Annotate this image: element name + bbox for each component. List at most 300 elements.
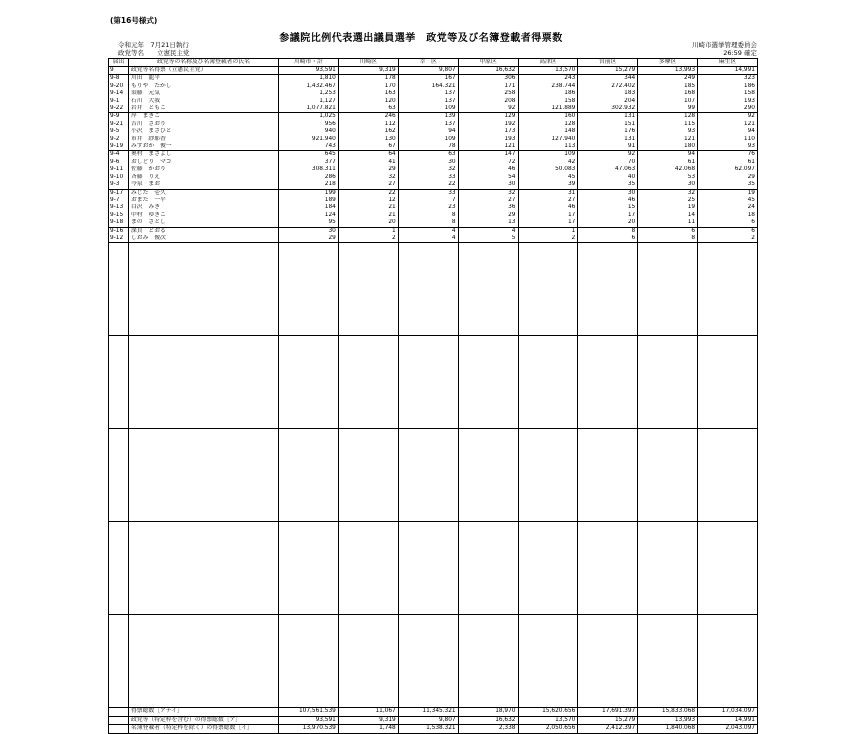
candidate-row <box>109 212 758 219</box>
candidate-name: 岩井 ともこ <box>129 105 279 113</box>
candidate-row <box>109 75 758 83</box>
total-row <box>109 716 758 724</box>
candidate-name: 岸 まきこ <box>129 113 279 121</box>
vote-count: 120 <box>338 98 398 105</box>
vote-count: 16,632 <box>458 67 518 75</box>
empty-cell <box>338 336 398 429</box>
vote-count: 30 <box>578 189 638 197</box>
committee-name: 川崎市選挙管理委員会 <box>692 41 757 49</box>
vote-count: 6 <box>578 235 638 243</box>
empty-cell <box>109 615 129 708</box>
empty-cell <box>698 522 758 615</box>
vote-count: 171 <box>458 83 518 90</box>
vote-count: 30 <box>458 181 518 189</box>
candidate-name: 佐藤 かおり <box>129 166 279 173</box>
total-value: 11,067 <box>338 708 398 716</box>
candidate-name: 吉川 さおり <box>129 121 279 128</box>
candidate-row <box>109 235 758 243</box>
vote-count: 27 <box>338 181 398 189</box>
vote-count: 6 <box>698 219 758 227</box>
empty-cell <box>518 429 578 522</box>
empty-cell <box>698 243 758 336</box>
candidate-row <box>109 83 758 90</box>
total-value: 9,319 <box>338 716 398 724</box>
vote-count: 186 <box>698 83 758 90</box>
vote-count: 243 <box>518 75 578 83</box>
document-title: 参議院比例代表選出議員選挙 政党等及び名簿登載者得票数 <box>279 33 563 44</box>
vote-count: 199 <box>279 189 339 197</box>
empty-cell <box>129 243 279 336</box>
vote-count: 112 <box>338 121 398 128</box>
vote-count: 148 <box>518 128 578 135</box>
candidate-name: しおみ 俊次 <box>129 235 279 243</box>
empty-cell <box>518 336 578 429</box>
vote-count: 160 <box>518 113 578 121</box>
vote-count: 173 <box>458 128 518 135</box>
candidate-number: 9-9 <box>109 113 129 121</box>
vote-count: 19 <box>698 189 758 197</box>
empty-cell <box>109 429 129 522</box>
vote-count: 4 <box>398 235 458 243</box>
candidate-number: 9-4 <box>109 151 129 159</box>
empty-cell <box>698 615 758 708</box>
empty-cell <box>638 429 698 522</box>
vote-count: 30 <box>398 159 458 166</box>
vote-count: 21 <box>338 212 398 219</box>
vote-count: 27 <box>458 197 518 204</box>
vote-count: 128 <box>638 113 698 121</box>
vote-count: 645 <box>279 151 339 159</box>
candidate-row <box>109 151 758 159</box>
vote-count: 15 <box>578 204 638 211</box>
vote-count: 218 <box>279 181 339 189</box>
total-value: 1,538.321 <box>398 725 458 733</box>
empty-cell <box>398 336 458 429</box>
party-total-row <box>109 67 758 75</box>
vote-count: 1,025 <box>279 113 339 121</box>
vote-count: 158 <box>698 90 758 97</box>
candidate-name: みじた 壱久 <box>129 189 279 197</box>
vote-count: 921.940 <box>279 136 339 143</box>
vote-count: 272.402 <box>578 83 638 90</box>
empty-cell <box>338 615 398 708</box>
candidate-number: 9-22 <box>109 105 129 113</box>
vote-count: 189 <box>279 197 339 204</box>
empty-cell <box>109 336 129 429</box>
vote-count: 1,810 <box>279 75 339 83</box>
vote-count: 137 <box>398 121 458 128</box>
vote-count: 185 <box>638 83 698 90</box>
empty-cell <box>129 615 279 708</box>
vote-count: 17 <box>518 212 578 219</box>
vote-count: 32 <box>638 189 698 197</box>
vote-count: 35 <box>698 181 758 189</box>
candidate-name: 小沢 まさひと <box>129 128 279 135</box>
vote-count: 40 <box>578 174 638 181</box>
vote-count: 62.097 <box>698 166 758 173</box>
empty-cell <box>338 522 398 615</box>
column-header: 政党等の名称及び名簿登載者の氏名 <box>129 59 279 67</box>
vote-count: 9,319 <box>338 67 398 75</box>
results-table-container <box>108 58 758 734</box>
vote-count: 13,570 <box>518 67 578 75</box>
vote-count: 94 <box>398 128 458 135</box>
vote-count: 29 <box>698 174 758 181</box>
party-name-line: 政党等名 立憲民主党 <box>118 49 190 57</box>
vote-count: 19 <box>638 204 698 211</box>
vote-count: 63 <box>338 105 398 113</box>
empty-cell <box>129 522 279 615</box>
vote-count: 8 <box>578 227 638 235</box>
empty-cell <box>578 429 638 522</box>
candidate-number: 9-11 <box>109 166 129 173</box>
vote-count: 93 <box>638 128 698 135</box>
candidate-row <box>109 174 758 181</box>
vote-count: 2 <box>338 235 398 243</box>
vote-count: 137 <box>398 90 458 97</box>
form-number: (第16号様式) <box>110 16 158 25</box>
vote-count: 36 <box>458 204 518 211</box>
vote-count: 4 <box>398 227 458 235</box>
total-value: 18,970 <box>458 708 518 716</box>
empty-cell <box>698 429 758 522</box>
total-value: 93,591 <box>279 716 339 724</box>
vote-count: 91 <box>578 143 638 151</box>
vote-count: 14 <box>638 212 698 219</box>
empty-cell <box>279 615 339 708</box>
candidate-row <box>109 98 758 105</box>
candidate-number: 9-16 <box>109 227 129 235</box>
total-value: 1,840.068 <box>638 725 698 733</box>
vote-count: 128 <box>518 121 578 128</box>
total-label: 得票総数［アナイ］ <box>129 708 279 716</box>
confirmed-time: 26:59 確定 <box>723 49 757 57</box>
vote-count: 158 <box>518 98 578 105</box>
candidate-row <box>109 105 758 113</box>
vote-count: 163 <box>338 90 398 97</box>
candidate-row <box>109 227 758 235</box>
vote-count: 30 <box>638 181 698 189</box>
vote-count: 63 <box>398 151 458 159</box>
empty-cell <box>638 522 698 615</box>
vote-count: 61 <box>698 159 758 166</box>
vote-count: 6 <box>638 227 698 235</box>
vote-count: 92 <box>698 113 758 121</box>
candidate-number: 9-2 <box>109 136 129 143</box>
candidate-name: 白沢 みき <box>129 204 279 211</box>
vote-count: 109 <box>518 151 578 159</box>
empty-block-row <box>109 336 758 429</box>
candidate-row <box>109 197 758 204</box>
column-header: 多摩区 <box>638 59 698 67</box>
empty-cell <box>638 336 698 429</box>
vote-count: 192 <box>458 121 518 128</box>
empty-block-row <box>109 522 758 615</box>
vote-count: 130 <box>338 136 398 143</box>
vote-count: 13 <box>458 219 518 227</box>
vote-count: 32 <box>458 189 518 197</box>
vote-count: 308.311 <box>279 166 339 173</box>
vote-count: 53 <box>638 174 698 181</box>
empty-cell <box>638 615 698 708</box>
vote-count: 8 <box>398 212 458 219</box>
vote-count: 377 <box>279 159 339 166</box>
vote-count: 94 <box>638 151 698 159</box>
vote-count: 115 <box>638 121 698 128</box>
vote-count: 17 <box>518 219 578 227</box>
vote-count: 940 <box>279 128 339 135</box>
candidate-number: 9-5 <box>109 128 129 135</box>
total-value: 13,970.539 <box>279 725 339 733</box>
candidate-row <box>109 181 758 189</box>
empty-cell <box>279 243 339 336</box>
empty-block-row <box>109 243 758 336</box>
column-header: 川崎市・計 <box>279 59 339 67</box>
vote-count: 168 <box>638 90 698 97</box>
total-value: 2,412.397 <box>578 725 638 733</box>
candidate-number: 9-3 <box>109 181 129 189</box>
vote-count: 32 <box>398 166 458 173</box>
candidate-name: 深貝 とおる <box>129 227 279 235</box>
candidate-name: 今泉 まお <box>129 181 279 189</box>
vote-count: 131 <box>578 113 638 121</box>
total-label: 名簿登載者（特定枠を除く）の得票総数［イ］ <box>129 725 279 733</box>
vote-count: 121.889 <box>518 105 578 113</box>
vote-count: 183 <box>578 90 638 97</box>
vote-count: 204 <box>578 98 638 105</box>
empty-cell <box>458 336 518 429</box>
vote-count: 22 <box>398 181 458 189</box>
empty-cell <box>458 615 518 708</box>
vote-count: 743 <box>279 143 339 151</box>
candidate-number: 9-10 <box>109 174 129 181</box>
empty-cell <box>458 429 518 522</box>
empty-cell <box>518 243 578 336</box>
empty-block-row <box>109 429 758 522</box>
total-value: 2,338 <box>458 725 518 733</box>
vote-count: 72 <box>458 159 518 166</box>
vote-count: 193 <box>458 136 518 143</box>
vote-count: 32 <box>338 174 398 181</box>
vote-count: 61 <box>638 159 698 166</box>
vote-count: 1,077.821 <box>279 105 339 113</box>
vote-count: 67 <box>338 143 398 151</box>
candidate-row <box>109 219 758 227</box>
column-header: 川崎区 <box>338 59 398 67</box>
total-number-cell <box>109 708 129 716</box>
vote-count: 121 <box>698 121 758 128</box>
candidate-row <box>109 136 758 143</box>
vote-count: 180 <box>638 143 698 151</box>
vote-count: 47.063 <box>578 166 638 173</box>
empty-cell <box>518 615 578 708</box>
empty-cell <box>109 522 129 615</box>
empty-cell <box>698 336 758 429</box>
vote-count: 25 <box>638 197 698 204</box>
vote-count: 21 <box>338 204 398 211</box>
vote-count: 11 <box>638 219 698 227</box>
vote-count: 64 <box>338 151 398 159</box>
candidate-number: 9-19 <box>109 143 129 151</box>
vote-count: 76 <box>698 151 758 159</box>
vote-count: 92 <box>578 151 638 159</box>
column-header: 中原区 <box>458 59 518 67</box>
candidate-number: 9-12 <box>109 235 129 243</box>
vote-count: 246 <box>338 113 398 121</box>
vote-count: 20 <box>578 219 638 227</box>
vote-count: 151 <box>578 121 638 128</box>
vote-count: 22 <box>338 189 398 197</box>
total-number-cell <box>109 725 129 733</box>
total-value: 13,993 <box>638 716 698 724</box>
vote-count: 249 <box>638 75 698 83</box>
total-value: 107,561.539 <box>279 708 339 716</box>
vote-count: 9,807 <box>398 67 458 75</box>
total-value: 15,620.656 <box>518 708 578 716</box>
vote-count: 35 <box>578 181 638 189</box>
vote-count: 50.083 <box>518 166 578 173</box>
candidate-row <box>109 204 758 211</box>
vote-count: 139 <box>398 113 458 121</box>
vote-count: 12 <box>338 197 398 204</box>
empty-cell <box>279 522 339 615</box>
vote-count: 258 <box>458 90 518 97</box>
vote-count: 42 <box>518 159 578 166</box>
vote-count: 30 <box>279 227 339 235</box>
candidate-row <box>109 121 758 128</box>
total-value: 2,043.097 <box>698 725 758 733</box>
vote-count: 27 <box>518 197 578 204</box>
vote-count: 109 <box>398 136 458 143</box>
vote-count: 129 <box>458 113 518 121</box>
vote-count: 18 <box>698 212 758 219</box>
column-header: 届出 <box>109 59 129 67</box>
candidate-name: もりや たかし <box>129 83 279 90</box>
candidate-name: 石川 大我 <box>129 98 279 105</box>
empty-cell <box>129 336 279 429</box>
empty-cell <box>398 429 458 522</box>
candidate-row <box>109 159 758 166</box>
vote-count: 302.932 <box>578 105 638 113</box>
candidate-name: みずおか 俊一 <box>129 143 279 151</box>
candidate-number: 9-15 <box>109 212 129 219</box>
empty-cell <box>109 243 129 336</box>
vote-count: 131 <box>578 136 638 143</box>
vote-count: 127.940 <box>518 136 578 143</box>
vote-count: 113 <box>518 143 578 151</box>
total-label: 政党等（特定枠を含む）の得票総数［ア］ <box>129 716 279 724</box>
candidate-name: おまた 一平 <box>129 197 279 204</box>
vote-count: 124 <box>279 212 339 219</box>
vote-count: 23 <box>398 204 458 211</box>
candidate-number: 9-7 <box>109 197 129 204</box>
vote-count: 107 <box>638 98 698 105</box>
vote-count: 186 <box>518 90 578 97</box>
row-name: 政党等名得票（立憲民主党） <box>129 67 279 75</box>
candidate-name: 川田 龍平 <box>129 75 279 83</box>
column-header: 幸 区 <box>398 59 458 67</box>
empty-cell <box>338 243 398 336</box>
vote-count: 238.744 <box>518 83 578 90</box>
vote-count: 184 <box>279 204 339 211</box>
vote-count: 45 <box>518 174 578 181</box>
candidate-name: おしどり マコ <box>129 159 279 166</box>
vote-count: 70 <box>578 159 638 166</box>
empty-cell <box>638 243 698 336</box>
vote-count: 31 <box>518 189 578 197</box>
total-row <box>109 708 758 716</box>
vote-count: 164.321 <box>398 83 458 90</box>
empty-cell <box>279 336 339 429</box>
vote-count: 78 <box>398 143 458 151</box>
candidate-number: 9-14 <box>109 90 129 97</box>
vote-count: 20 <box>338 219 398 227</box>
candidate-row <box>109 128 758 135</box>
empty-cell <box>338 429 398 522</box>
vote-count: 33 <box>398 174 458 181</box>
vote-count: 7 <box>398 197 458 204</box>
vote-count: 14,991 <box>698 67 758 75</box>
vote-count: 24 <box>698 204 758 211</box>
empty-block-row <box>109 615 758 708</box>
vote-count: 162 <box>338 128 398 135</box>
empty-cell <box>398 243 458 336</box>
vote-count: 54 <box>458 174 518 181</box>
vote-count: 93,591 <box>279 67 339 75</box>
candidate-row <box>109 189 758 197</box>
candidate-number: 9-20 <box>109 83 129 90</box>
total-value: 15,833.068 <box>638 708 698 716</box>
total-value: 14,991 <box>698 716 758 724</box>
total-value: 9,807 <box>398 716 458 724</box>
empty-cell <box>578 336 638 429</box>
vote-count: 93 <box>698 143 758 151</box>
total-row <box>109 725 758 733</box>
candidate-name: 斉藤 りえ <box>129 174 279 181</box>
vote-count: 94 <box>698 128 758 135</box>
candidate-name: 中村 ゆきこ <box>129 212 279 219</box>
total-value: 13,570 <box>518 716 578 724</box>
empty-cell <box>518 522 578 615</box>
vote-count: 29 <box>338 166 398 173</box>
vote-count: 956 <box>279 121 339 128</box>
total-value: 17,691.397 <box>578 708 638 716</box>
vote-count: 8 <box>638 235 698 243</box>
vote-count: 167 <box>398 75 458 83</box>
vote-count: 4 <box>458 227 518 235</box>
candidate-number: 9-21 <box>109 121 129 128</box>
row-number: 9 <box>109 67 129 75</box>
candidate-row <box>109 166 758 173</box>
vote-count: 95 <box>279 219 339 227</box>
vote-count: 121 <box>638 136 698 143</box>
vote-count: 286 <box>279 174 339 181</box>
column-header: 高津区 <box>518 59 578 67</box>
candidate-number: 9-8 <box>109 75 129 83</box>
vote-count: 46 <box>518 204 578 211</box>
candidate-name: 須藤 元気 <box>129 90 279 97</box>
column-header: 麻生区 <box>698 59 758 67</box>
candidate-number: 9-6 <box>109 159 129 166</box>
empty-cell <box>129 429 279 522</box>
vote-count: 1,432.467 <box>279 83 339 90</box>
vote-count: 137 <box>398 98 458 105</box>
vote-count: 42.068 <box>638 166 698 173</box>
election-date: 令和元年 7月21日執行 <box>118 41 189 49</box>
vote-count: 15,279 <box>578 67 638 75</box>
empty-cell <box>458 243 518 336</box>
total-value: 11,345.321 <box>398 708 458 716</box>
